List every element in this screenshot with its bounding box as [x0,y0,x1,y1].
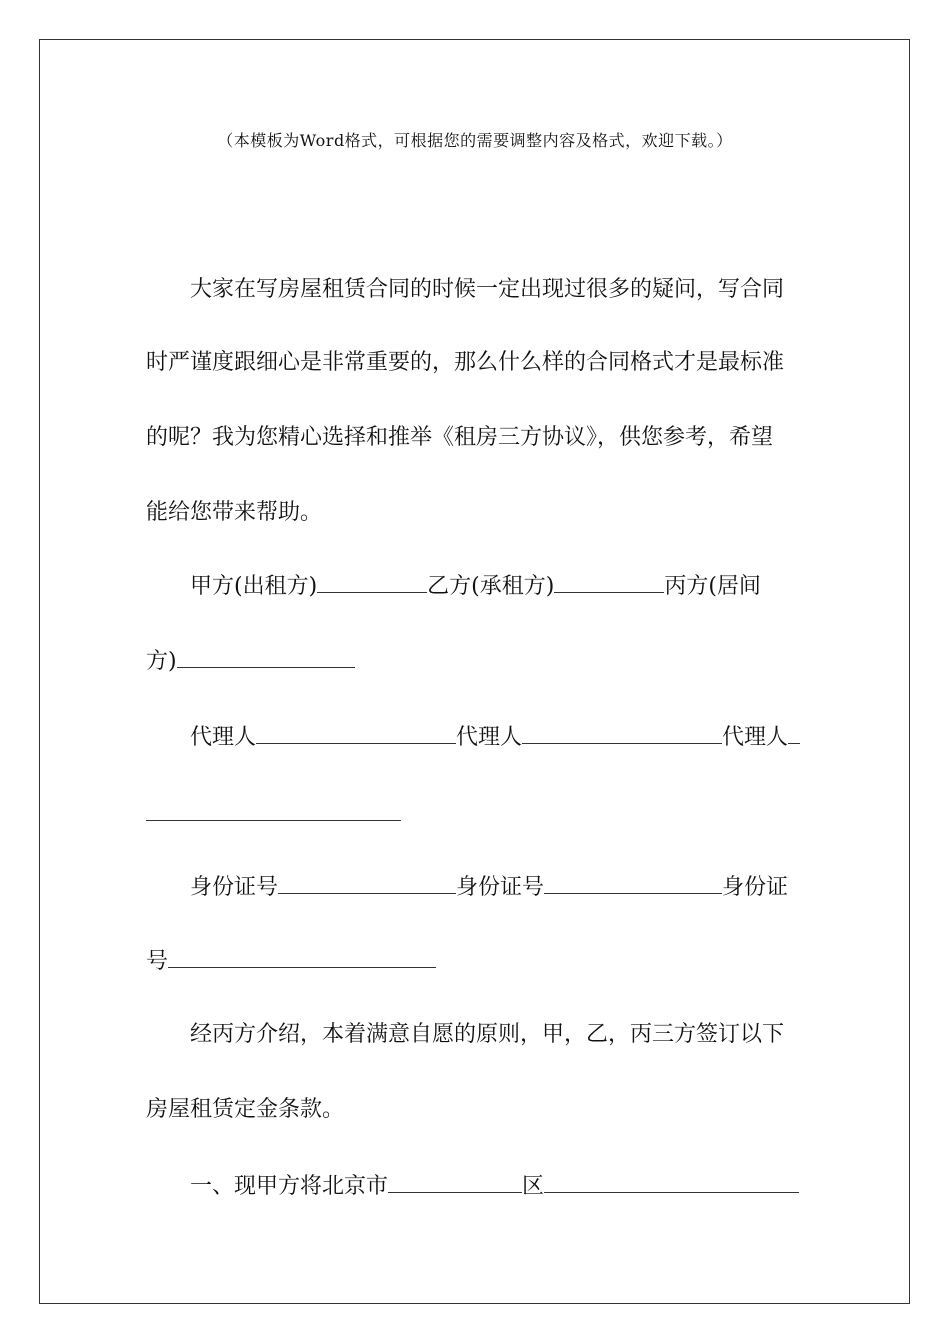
intro-line-3: 的呢？我为您精心选择和推举《租房三方协议》，供您参考，希望 [146,425,774,450]
party-c-blank[interactable] [177,647,355,668]
id-c-blank[interactable] [168,947,436,968]
district-blank[interactable] [388,1172,522,1193]
intro-line-1: 大家在写房屋租赁合同的时候一定出现过很多的疑问，写合同 [190,277,785,302]
agent-c-blank-start[interactable] [788,723,800,744]
parties-line [190,572,761,602]
agreement-line-2: 房屋租赁定金条款。 [146,1097,345,1122]
agent-a-blank[interactable] [256,723,456,744]
id-line-2 [146,947,436,977]
agent-b-label: 代理人 [456,725,523,750]
agent-c-blank[interactable] [146,820,401,821]
id-line [190,873,788,903]
party-b-label: 乙方(承租方) [427,574,555,599]
clause-1-line [190,1172,799,1202]
agent-c-label: 代理人 [722,725,789,750]
agents-line [190,723,800,753]
intro-line-4: 能给您带来帮助。 [146,500,323,525]
id-a-blank[interactable] [278,873,456,894]
template-note: （本模板为Word格式，可根据您的需要调整内容及格式，欢迎下载。） [217,131,733,150]
parties-line-2 [146,647,355,677]
id-b-blank[interactable] [544,873,722,894]
party-b-blank[interactable] [554,572,664,593]
intro-line-2: 时严谨度跟细心是非常重要的，那么什么样的合同格式才是最标准 [146,350,785,375]
district-label: 区 [522,1174,545,1199]
party-c-label: 丙方(居间 [664,574,761,599]
address-blank[interactable] [544,1172,799,1193]
agent-a-label: 代理人 [190,725,257,750]
id-a-label: 身份证号 [190,875,279,900]
party-c-label-cont: 方) [146,649,177,674]
party-a-label: 甲方(出租方) [190,574,318,599]
id-b-label: 身份证号 [456,875,545,900]
party-a-blank[interactable] [317,572,427,593]
clause-1-prefix: 一、现甲方将北京市 [190,1174,389,1199]
agent-b-blank[interactable] [522,723,722,744]
agreement-line-1: 经丙方介绍，本着满意自愿的原则，甲，乙，丙三方签订以下 [190,1022,785,1047]
id-c-label: 身份证 [722,875,789,900]
id-c-label-cont: 号 [146,949,169,974]
